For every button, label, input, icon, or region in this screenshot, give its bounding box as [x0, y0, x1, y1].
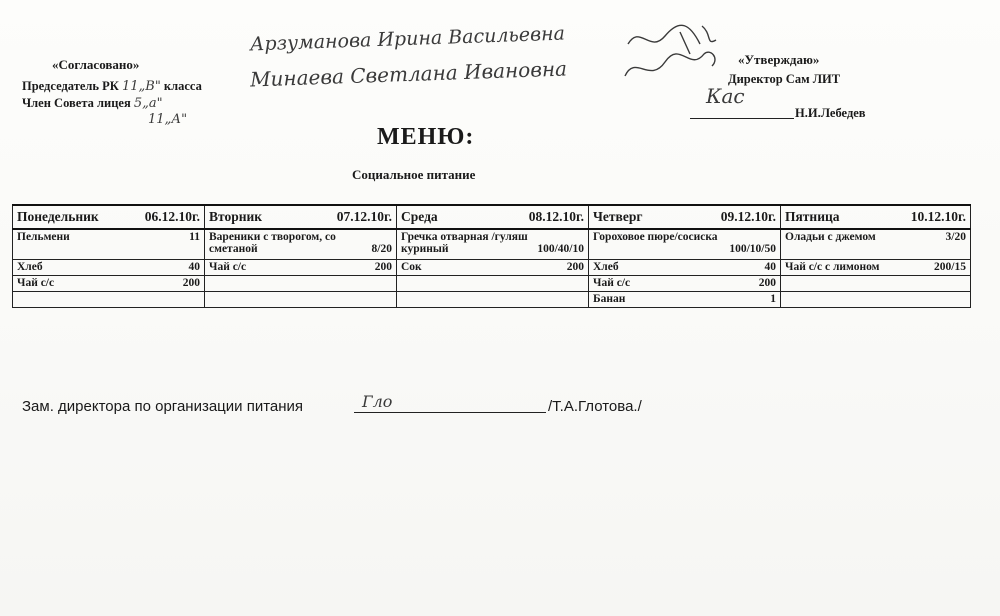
handwritten-name-2: Минаева Светлана Ивановна	[249, 56, 568, 92]
table-row	[13, 259, 971, 275]
page-subtitle: Социальное питание	[352, 167, 476, 182]
table-cell: Чай с/с 200	[589, 275, 781, 291]
table-row	[13, 275, 971, 291]
table-cell	[13, 291, 205, 307]
member-label: Член Совета лицея	[22, 96, 131, 110]
table-cell: Хлеб 40	[589, 259, 781, 275]
day-header: Пятница 10.12.10г.	[781, 205, 971, 229]
director-name: Н.И.Лебедев	[795, 106, 866, 120]
table-cell	[781, 275, 971, 291]
table-row	[13, 291, 971, 307]
day-header: Вторник 07.12.10г.	[205, 205, 397, 229]
handwritten-name-1: Арзуманова Ирина Васильевна	[249, 22, 566, 56]
footer-signature: Гло	[362, 392, 393, 411]
director-signature: Кас	[706, 84, 745, 108]
table-cell	[397, 275, 589, 291]
day-header: Четверг 09.12.10г.	[589, 205, 781, 229]
footer-name: /Т.А.Глотова./	[548, 398, 642, 415]
table-cell	[781, 291, 971, 307]
class-word: класса	[163, 79, 202, 93]
table-cell: Сок 200	[397, 259, 589, 275]
day-header: Понедельник 06.12.10г.	[13, 205, 205, 229]
chair-class-handwritten: 11„В"	[121, 79, 161, 94]
table-cell: Чай с/с 200	[205, 259, 397, 275]
director-role: Директор Сам ЛИТ	[728, 72, 841, 86]
table-cell: Гречка отварная /гуляш куриный 100/40/10	[397, 229, 589, 259]
table-cell: Чай с/с с лимоном 200/15	[781, 259, 971, 275]
table-cell	[205, 291, 397, 307]
table-cell: Хлеб 40	[13, 259, 205, 275]
table-row	[13, 229, 971, 259]
page-title: МЕНЮ:	[377, 124, 475, 150]
extra-class-handwritten: 11„А"	[148, 112, 188, 127]
approval-title: «Согласовано»	[52, 57, 140, 72]
day-header: Среда 08.12.10г.	[397, 205, 589, 229]
table-cell: Чай с/с 200	[13, 275, 205, 291]
footer-label: Зам. директора по организации питания	[22, 398, 304, 415]
menu-table	[12, 204, 971, 308]
signature-line	[690, 118, 794, 119]
confirm-title: «Утверждаю»	[738, 52, 820, 67]
member-line	[22, 95, 163, 112]
table-header-row	[13, 205, 971, 229]
table-cell: Вареники с творогом, со сметаной 8/20	[205, 229, 397, 259]
table-cell: Банан 1	[589, 291, 781, 307]
table-cell	[205, 275, 397, 291]
table-cell: Пельмени 11	[13, 229, 205, 259]
table-cell	[397, 291, 589, 307]
member-handwritten: 5„а"	[133, 96, 163, 111]
table-cell: Оладьи с джемом 3/20	[781, 229, 971, 259]
table-cell: Гороховое пюре/сосиска 100/10/50	[589, 229, 781, 259]
chair-line	[22, 78, 202, 95]
footer-signature-line	[354, 412, 546, 413]
chair-label: Председатель РК	[22, 79, 119, 93]
signature-scribble-top	[620, 14, 730, 94]
